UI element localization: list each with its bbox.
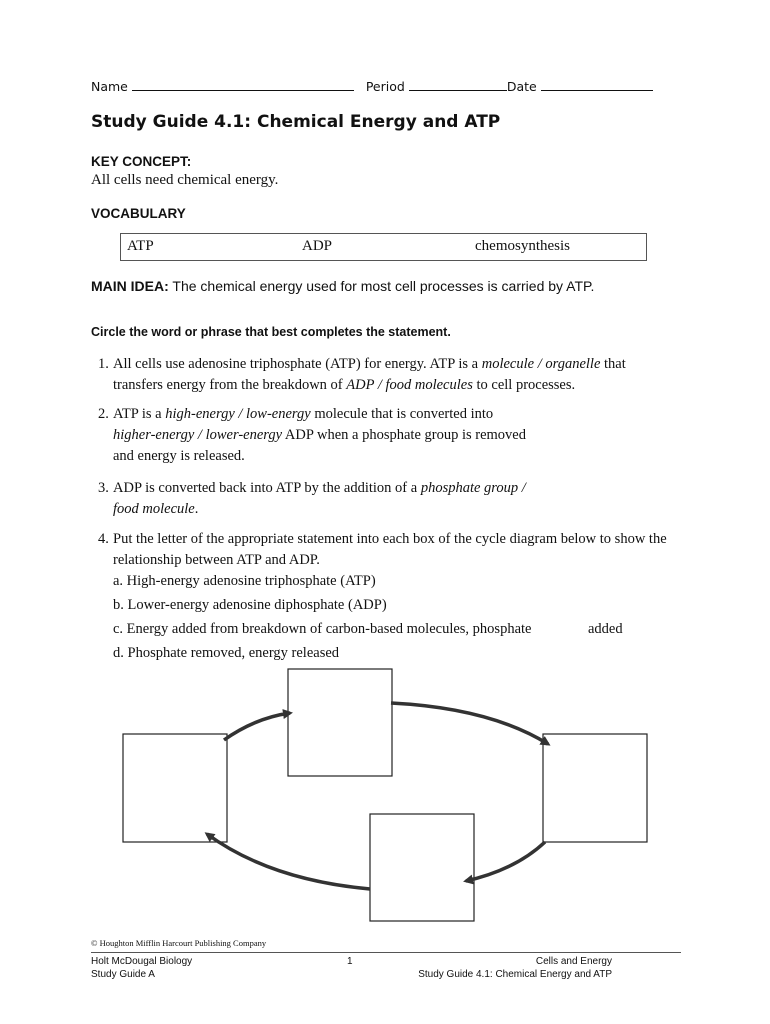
vocab-word-chemosynthesis: chemosynthesis [475, 238, 570, 254]
choice-adp-food-molecules[interactable]: ADP / food molecules [346, 377, 473, 393]
choice-molecule-organelle[interactable]: molecule / organelle [481, 356, 601, 372]
footer-divider [91, 952, 681, 953]
question-text: and energy is released. [113, 448, 245, 464]
key-concept-text: All cells need chemical energy. [91, 172, 279, 188]
question-number: 2. [98, 406, 109, 422]
footer-section: Study Guide 4.1: Chemical Energy and ATP [418, 969, 612, 980]
option-a: a. High-energy adenosine triphosphate (ATP) [113, 573, 376, 589]
choice-higher-lower-energy[interactable]: higher-energy / lower-energy [113, 427, 283, 443]
vocabulary-heading: VOCABULARY [91, 206, 186, 221]
main-idea-text: The chemical energy used for most cell processes is carried by ATP. [172, 278, 595, 294]
cycle-box-left[interactable] [123, 734, 227, 842]
arrow-right-to-bottom [466, 842, 545, 881]
cycle-box-top[interactable] [288, 669, 392, 776]
name-label: Name [91, 79, 128, 94]
cycle-box-bottom[interactable] [370, 814, 474, 921]
option-c: c. Energy added from breakdown of carbon-based molecules, phosphate [113, 621, 532, 637]
instruction-text: Circle the word or phrase that best completes the statement. [91, 325, 451, 339]
choice-high-low-energy[interactable]: high-energy / low-energy [165, 406, 311, 422]
choice-phosphate-group[interactable]: phosphate group / [420, 480, 526, 496]
footer-chapter: Cells and Energy [535, 956, 612, 967]
question-number: 4. [98, 531, 109, 547]
question-text: ADP is converted back into ATP by the addition of a [113, 480, 421, 496]
vocab-word-adp: ADP [302, 238, 333, 254]
question-text: molecule that is converted into [310, 406, 494, 422]
vocab-word-atp: ATP [127, 238, 154, 254]
main-idea-label: MAIN IDEA: [91, 278, 169, 294]
option-b: b. Lower-energy adenosine diphosphate (ADP) [113, 597, 387, 613]
date-label: Date [506, 79, 537, 94]
option-d: d. Phosphate removed, energy released [113, 645, 340, 661]
option-c-tail: added [588, 621, 623, 637]
question-number: 3. [98, 480, 109, 496]
footer-book-title: Holt McDougal Biology [91, 956, 193, 967]
question-text: to cell processes. [472, 377, 576, 393]
cycle-box-right[interactable] [543, 734, 647, 842]
footer-right [418, 955, 612, 981]
copyright-notice: © Houghton Mifflin Harcourt Publishing Company [91, 938, 267, 948]
choice-food-molecule[interactable]: food molecule [113, 501, 195, 517]
question-text: All cells use adenosine triphosphate (ATP) for energy. ATP is a [113, 356, 482, 372]
footer-guide-level: Study Guide A [91, 969, 155, 980]
arrow-bottom-to-left [207, 834, 370, 889]
question-text: Put the letter of the appropriate statement into each box of the cycle diagram below to show the relationship between ATP and ADP. [113, 531, 667, 568]
period-label: Period [365, 79, 405, 94]
question-text: ATP is a [113, 406, 166, 422]
page-number: 1 [347, 956, 353, 967]
arrow-left-to-top [224, 713, 290, 740]
question-number: 1. [98, 356, 109, 372]
question-text: that transfers energy from the breakdown of [113, 356, 626, 393]
page-title: Study Guide 4.1: Chemical Energy and ATP [91, 112, 501, 132]
question-text: . [194, 501, 199, 517]
question-text: ADP when a phosphate group is removed [282, 427, 526, 443]
arrow-top-to-right [391, 703, 548, 744]
footer-left [91, 955, 192, 981]
key-concept-heading: KEY CONCEPT: [91, 154, 192, 169]
